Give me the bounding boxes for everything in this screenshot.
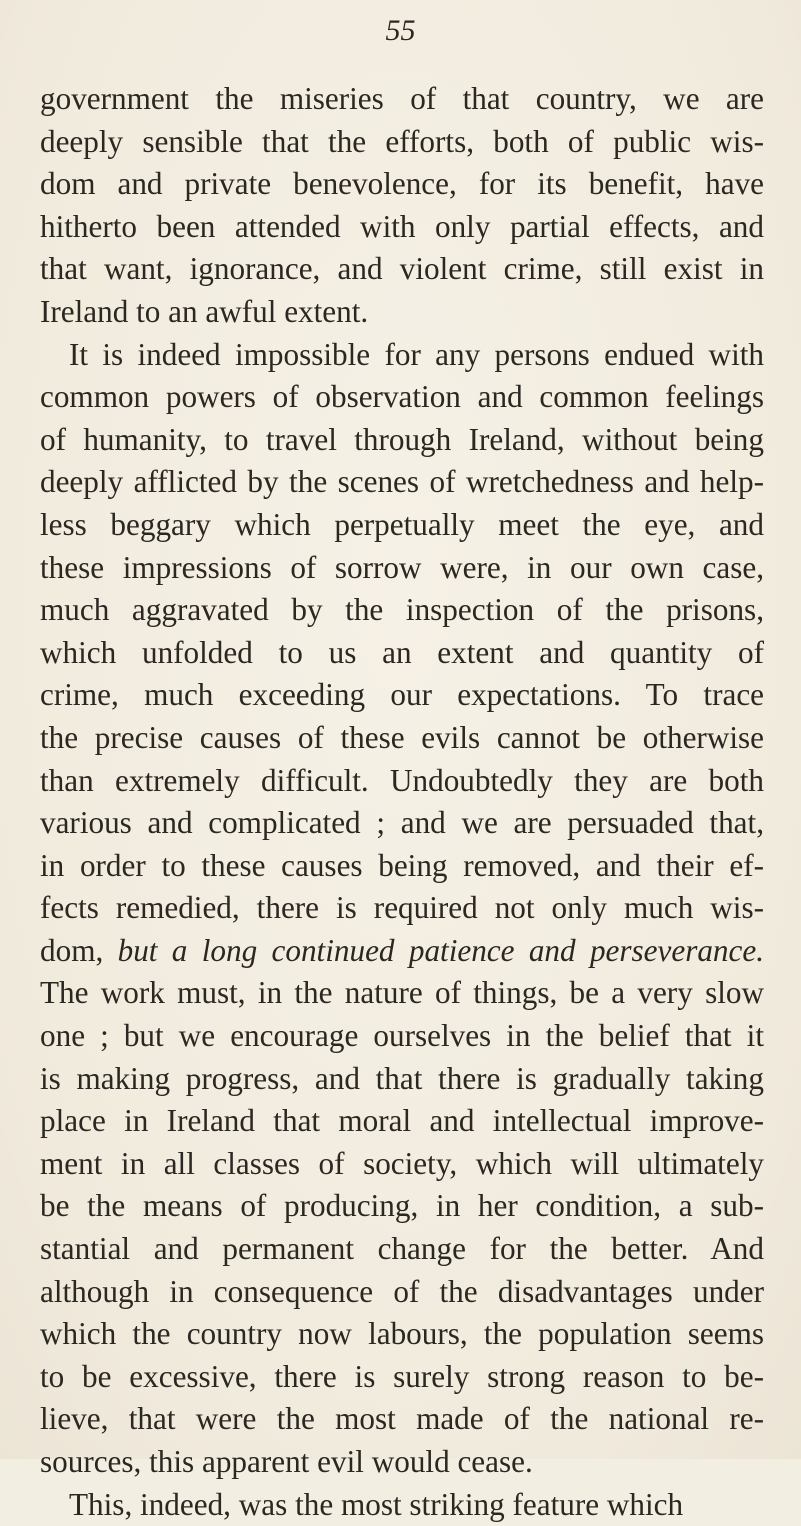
text-line: to be excessive, there is surely strong reason to be- (40, 1358, 764, 1394)
text-line: deeply sensible that the efforts, both of public wis- (40, 123, 764, 159)
text-line: This, indeed, was the most striking feature which (69, 1486, 684, 1522)
page-number: 55 (385, 14, 416, 47)
text-line: lieve, that were the most made of the national re- (40, 1401, 764, 1437)
text-line-with-emphasis (40, 930, 764, 973)
text-line: common powers of observation and common feelings (40, 379, 764, 415)
text-line: that want, ignorance, and violent crime, still exist in (40, 251, 764, 287)
text-line: one ; but we encourage ourselves in the belief that it (40, 1018, 764, 1054)
text-line: government the miseries of that country, we are (40, 81, 764, 116)
text-line: various and complicated ; and we are persuaded that, (40, 805, 764, 841)
text-line: ment in all classes of society, which will ultimately (40, 1145, 764, 1181)
text-line: of humanity, to travel through Ireland, without being (40, 421, 764, 457)
text-line-start: dom, (40, 932, 104, 968)
text-line: Ireland to an awful extent. (40, 293, 369, 329)
text-line: fects remedied, there is required not only much wis- (40, 890, 764, 926)
text-line: sources, this apparent evil would cease. (40, 1444, 533, 1479)
body-text (40, 78, 764, 1526)
text-line: in order to these causes being removed, and their ef- (40, 847, 764, 883)
text-line: although in consequence of the disadvantages under (40, 1273, 764, 1309)
text-line: place in Ireland that moral and intellectual improve- (40, 1103, 764, 1139)
text-line: much aggravated by the inspection of the prisons, (40, 592, 764, 628)
text-line: crime, much exceeding our expectations. To trace (40, 677, 764, 713)
text-line: which the country now labours, the population seems (40, 1316, 764, 1352)
text-line: than extremely difficult. Undoubtedly they are both (40, 762, 764, 798)
italic-emphasis: but a long continued patience and perseverance. (117, 932, 764, 968)
text-line: less beggary which perpetually meet the eye, and (40, 506, 764, 542)
text-line: the precise causes of these evils cannot be otherwise (40, 719, 764, 755)
text-line: The work must, in the nature of things, be a very slow (40, 975, 764, 1011)
text-line: stantial and permanent change for the better. And (40, 1231, 764, 1267)
text-line: be the means of producing, in her condition, a sub- (40, 1188, 764, 1224)
text-line: these impressions of sorrow were, in our own case, (40, 549, 764, 585)
text-line: It is indeed impossible for any persons endued with (69, 336, 764, 372)
text-line: dom and private benevolence, for its benefit, have (40, 166, 764, 202)
text-line: is making progress, and that there is gradually taking (40, 1060, 764, 1096)
text-line: deeply afflicted by the scenes of wretchedness and help- (40, 464, 764, 500)
text-line: which unfolded to us an extent and quantity of (40, 634, 764, 670)
text-line: hitherto been attended with only partial effects, and (40, 208, 764, 244)
